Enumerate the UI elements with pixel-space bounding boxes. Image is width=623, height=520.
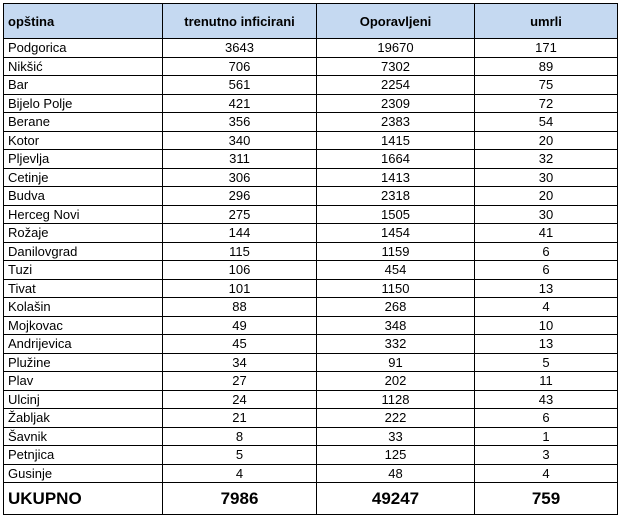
cell-municipality: Cetinje	[4, 168, 163, 187]
cell-deaths: 6	[475, 242, 618, 261]
cell-deaths: 41	[475, 224, 618, 243]
table-row	[4, 279, 618, 298]
cell-municipality: Petnjica	[4, 446, 163, 465]
cell-recovered: 125	[317, 446, 475, 465]
cell-recovered: 222	[317, 409, 475, 428]
cell-recovered: 454	[317, 261, 475, 280]
table-row	[4, 76, 618, 95]
cell-municipality: Plav	[4, 372, 163, 391]
cell-municipality: Ulcinj	[4, 390, 163, 409]
table-row	[4, 242, 618, 261]
table-row	[4, 94, 618, 113]
cell-infected: 34	[163, 353, 317, 372]
table-row	[4, 372, 618, 391]
cell-infected: 356	[163, 113, 317, 132]
cell-infected: 45	[163, 335, 317, 354]
cell-infected: 21	[163, 409, 317, 428]
cell-deaths: 13	[475, 335, 618, 354]
column-header-municipality: opština	[4, 4, 163, 39]
cell-infected: 4	[163, 464, 317, 483]
table-row	[4, 131, 618, 150]
total-infected: 7986	[163, 483, 317, 515]
column-header-deaths: umrli	[475, 4, 618, 39]
table-row	[4, 409, 618, 428]
cell-infected: 115	[163, 242, 317, 261]
cell-recovered: 348	[317, 316, 475, 335]
cell-recovered: 202	[317, 372, 475, 391]
cell-deaths: 20	[475, 187, 618, 206]
cell-deaths: 30	[475, 168, 618, 187]
cell-municipality: Gusinje	[4, 464, 163, 483]
cell-deaths: 54	[475, 113, 618, 132]
cell-municipality: Tivat	[4, 279, 163, 298]
cell-deaths: 30	[475, 205, 618, 224]
cell-infected: 24	[163, 390, 317, 409]
cell-municipality: Plužine	[4, 353, 163, 372]
cell-infected: 88	[163, 298, 317, 317]
table-row	[4, 150, 618, 169]
cell-infected: 27	[163, 372, 317, 391]
cell-deaths: 171	[475, 39, 618, 58]
cell-municipality: Pljevlja	[4, 150, 163, 169]
cell-recovered: 1128	[317, 390, 475, 409]
cell-municipality: Berane	[4, 113, 163, 132]
table-row	[4, 39, 618, 58]
cell-infected: 101	[163, 279, 317, 298]
cell-deaths: 10	[475, 316, 618, 335]
cell-recovered: 2254	[317, 76, 475, 95]
cell-recovered: 2309	[317, 94, 475, 113]
cell-recovered: 1505	[317, 205, 475, 224]
cell-infected: 296	[163, 187, 317, 206]
table-row	[4, 353, 618, 372]
cell-deaths: 89	[475, 57, 618, 76]
table-row	[4, 446, 618, 465]
cell-infected: 311	[163, 150, 317, 169]
table-row	[4, 57, 618, 76]
cell-municipality: Kolašin	[4, 298, 163, 317]
table-row	[4, 298, 618, 317]
table-body	[4, 39, 618, 483]
total-label: UKUPNO	[4, 483, 163, 515]
table-row	[4, 187, 618, 206]
cell-deaths: 1	[475, 427, 618, 446]
cell-recovered: 2318	[317, 187, 475, 206]
cell-municipality: Žabljak	[4, 409, 163, 428]
cell-deaths: 72	[475, 94, 618, 113]
cell-deaths: 4	[475, 298, 618, 317]
cell-infected: 275	[163, 205, 317, 224]
cell-recovered: 1159	[317, 242, 475, 261]
cell-deaths: 6	[475, 261, 618, 280]
cell-municipality: Danilovgrad	[4, 242, 163, 261]
cell-deaths: 11	[475, 372, 618, 391]
table-row	[4, 390, 618, 409]
cell-infected: 144	[163, 224, 317, 243]
cell-infected: 106	[163, 261, 317, 280]
cell-infected: 5	[163, 446, 317, 465]
table-row	[4, 335, 618, 354]
cell-infected: 306	[163, 168, 317, 187]
cell-recovered: 48	[317, 464, 475, 483]
cell-infected: 8	[163, 427, 317, 446]
cell-deaths: 3	[475, 446, 618, 465]
cell-infected: 561	[163, 76, 317, 95]
cell-municipality: Kotor	[4, 131, 163, 150]
total-recovered: 49247	[317, 483, 475, 515]
table-row	[4, 261, 618, 280]
cell-deaths: 6	[475, 409, 618, 428]
cell-recovered: 268	[317, 298, 475, 317]
cell-municipality: Herceg Novi	[4, 205, 163, 224]
cell-deaths: 5	[475, 353, 618, 372]
cell-recovered: 1413	[317, 168, 475, 187]
column-header-recovered: Oporavljeni	[317, 4, 475, 39]
table-row	[4, 316, 618, 335]
cell-recovered: 33	[317, 427, 475, 446]
cell-recovered: 1415	[317, 131, 475, 150]
total-deaths: 759	[475, 483, 618, 515]
covid-statistics-table	[3, 3, 618, 515]
cell-recovered: 19670	[317, 39, 475, 58]
cell-deaths: 4	[475, 464, 618, 483]
cell-deaths: 13	[475, 279, 618, 298]
cell-municipality: Nikšić	[4, 57, 163, 76]
cell-municipality: Mojkovac	[4, 316, 163, 335]
cell-recovered: 1150	[317, 279, 475, 298]
cell-municipality: Tuzi	[4, 261, 163, 280]
cell-municipality: Šavnik	[4, 427, 163, 446]
cell-infected: 3643	[163, 39, 317, 58]
table-row	[4, 224, 618, 243]
cell-municipality: Bijelo Polje	[4, 94, 163, 113]
cell-deaths: 32	[475, 150, 618, 169]
total-row	[4, 483, 618, 515]
column-header-infected: trenutno inficirani	[163, 4, 317, 39]
cell-municipality: Budva	[4, 187, 163, 206]
cell-infected: 421	[163, 94, 317, 113]
cell-municipality: Rožaje	[4, 224, 163, 243]
cell-municipality: Andrijevica	[4, 335, 163, 354]
cell-municipality: Podgorica	[4, 39, 163, 58]
table-row	[4, 427, 618, 446]
cell-recovered: 332	[317, 335, 475, 354]
cell-recovered: 1454	[317, 224, 475, 243]
cell-infected: 706	[163, 57, 317, 76]
cell-recovered: 1664	[317, 150, 475, 169]
header-row	[4, 4, 618, 39]
table-row	[4, 168, 618, 187]
cell-deaths: 75	[475, 76, 618, 95]
cell-recovered: 91	[317, 353, 475, 372]
table-row	[4, 205, 618, 224]
cell-infected: 340	[163, 131, 317, 150]
cell-deaths: 43	[475, 390, 618, 409]
table-row	[4, 464, 618, 483]
cell-deaths: 20	[475, 131, 618, 150]
cell-infected: 49	[163, 316, 317, 335]
cell-recovered: 2383	[317, 113, 475, 132]
table-row	[4, 113, 618, 132]
cell-recovered: 7302	[317, 57, 475, 76]
cell-municipality: Bar	[4, 76, 163, 95]
